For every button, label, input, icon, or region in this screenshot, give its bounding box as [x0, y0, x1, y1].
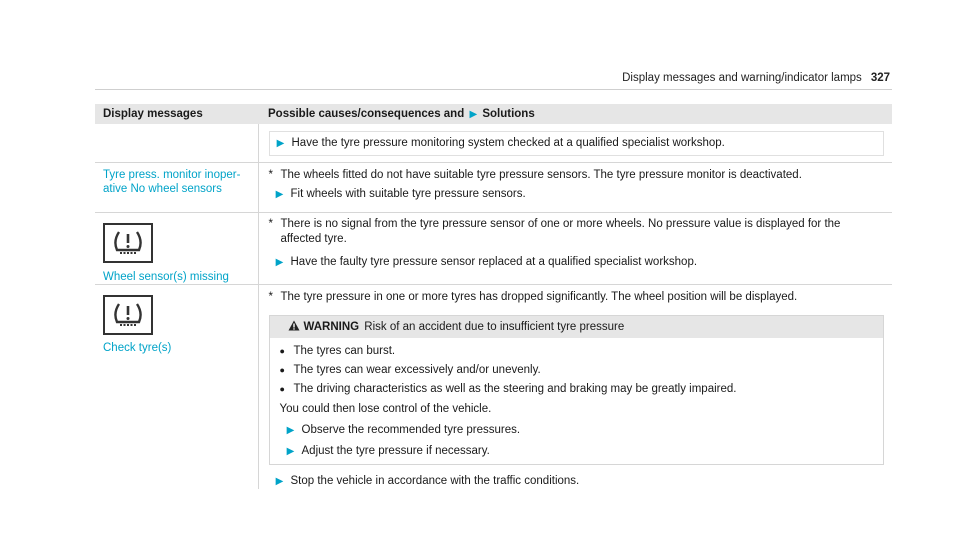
- cause-text: The wheels fitted do not have suitable tyre pressure sensors. The tyre pressure monitor is deactivated.: [280, 169, 802, 181]
- col-header-causes-text: Possible causes/consequences and: [268, 108, 465, 120]
- arrow-right-icon: ▶: [276, 138, 285, 149]
- cause-cell: [258, 285, 892, 490]
- message-text-line: ative No wheel sensors: [103, 183, 222, 195]
- warning-label: WARNING: [303, 321, 360, 333]
- message-cell: [95, 163, 258, 213]
- col-header-causes: [258, 104, 892, 124]
- cause-cell: [258, 163, 892, 213]
- arrow-right-icon: ▶: [469, 109, 478, 120]
- asterisk: *: [268, 291, 273, 303]
- warning-triangle-icon: [288, 320, 300, 331]
- asterisk: *: [268, 218, 273, 230]
- page-number: 327: [870, 72, 890, 84]
- table-row: [95, 285, 892, 490]
- bullet-text: The tyres can burst.: [293, 345, 396, 357]
- running-header-title: Display messages and warning/indicator lamps: [622, 72, 862, 84]
- bullet: ●: [279, 346, 285, 356]
- message-cell: [95, 285, 258, 490]
- display-messages-table: [95, 104, 892, 489]
- table-row: [95, 163, 892, 213]
- col-header-solutions-text: Solutions: [482, 108, 535, 120]
- message-cell: [95, 213, 258, 285]
- cause-text-cont: affected tyre.: [280, 233, 347, 245]
- solution-text: Fit wheels with suitable tyre pressure sensors.: [290, 188, 526, 200]
- tyre-pressure-warning-icon: [103, 223, 153, 263]
- solution-text: Stop the vehicle in accordance with the traffic conditions.: [290, 475, 580, 487]
- table-header-row: [95, 104, 892, 124]
- solution-text: Have the faulty tyre pressure sensor replaced at a qualified specialist workshop.: [290, 256, 698, 268]
- empty-message-cell: [95, 124, 258, 163]
- tyre-pressure-warning-icon: [103, 295, 153, 335]
- action-text: Observe the recommended tyre pressures.: [301, 424, 521, 436]
- running-header: [622, 72, 890, 84]
- arrow-right-icon: ▶: [275, 189, 284, 200]
- cause-cell: [258, 213, 892, 285]
- warning-header: [270, 316, 884, 338]
- warning-box: [269, 315, 885, 465]
- message-text: Check tyre(s): [103, 342, 172, 354]
- warning-text: Risk of an accident due to insufficient tyre pressure: [364, 321, 625, 333]
- bullet-text: The driving characteristics as well as the steering and braking may be greatly impaired.: [293, 383, 737, 395]
- solution-cell: [258, 124, 892, 163]
- col-header-display-messages: Display messages: [95, 104, 258, 124]
- table-row: [95, 124, 892, 163]
- solution-box: [269, 131, 885, 156]
- arrow-right-icon: ▶: [275, 476, 284, 487]
- message-text-line: Tyre press. monitor inoper-: [103, 169, 241, 181]
- header-rule: [95, 89, 892, 90]
- note-text: You could then lose control of the vehicle.: [279, 403, 492, 415]
- arrow-right-icon: ▶: [286, 446, 295, 457]
- cause-text: There is no signal from the tyre pressure sensor of one or more wheels. No pressure value is displayed for the: [280, 218, 841, 230]
- solution-text: Have the tyre pressure monitoring system checked at a qualified specialist workshop.: [291, 137, 725, 149]
- warning-body: [270, 338, 884, 464]
- bullet: ●: [279, 365, 285, 375]
- bullet-text: The tyres can wear excessively and/or unevenly.: [293, 364, 541, 376]
- cause-text: The tyre pressure in one or more tyres has dropped significantly. The wheel position will be displayed.: [280, 291, 798, 303]
- asterisk: *: [268, 169, 273, 181]
- bullet: ●: [279, 384, 285, 394]
- table-row: [95, 213, 892, 285]
- message-text: Wheel sensor(s) missing: [103, 271, 229, 283]
- arrow-right-icon: ▶: [286, 425, 295, 436]
- arrow-right-icon: ▶: [275, 257, 284, 268]
- action-text: Adjust the tyre pressure if necessary.: [301, 445, 490, 457]
